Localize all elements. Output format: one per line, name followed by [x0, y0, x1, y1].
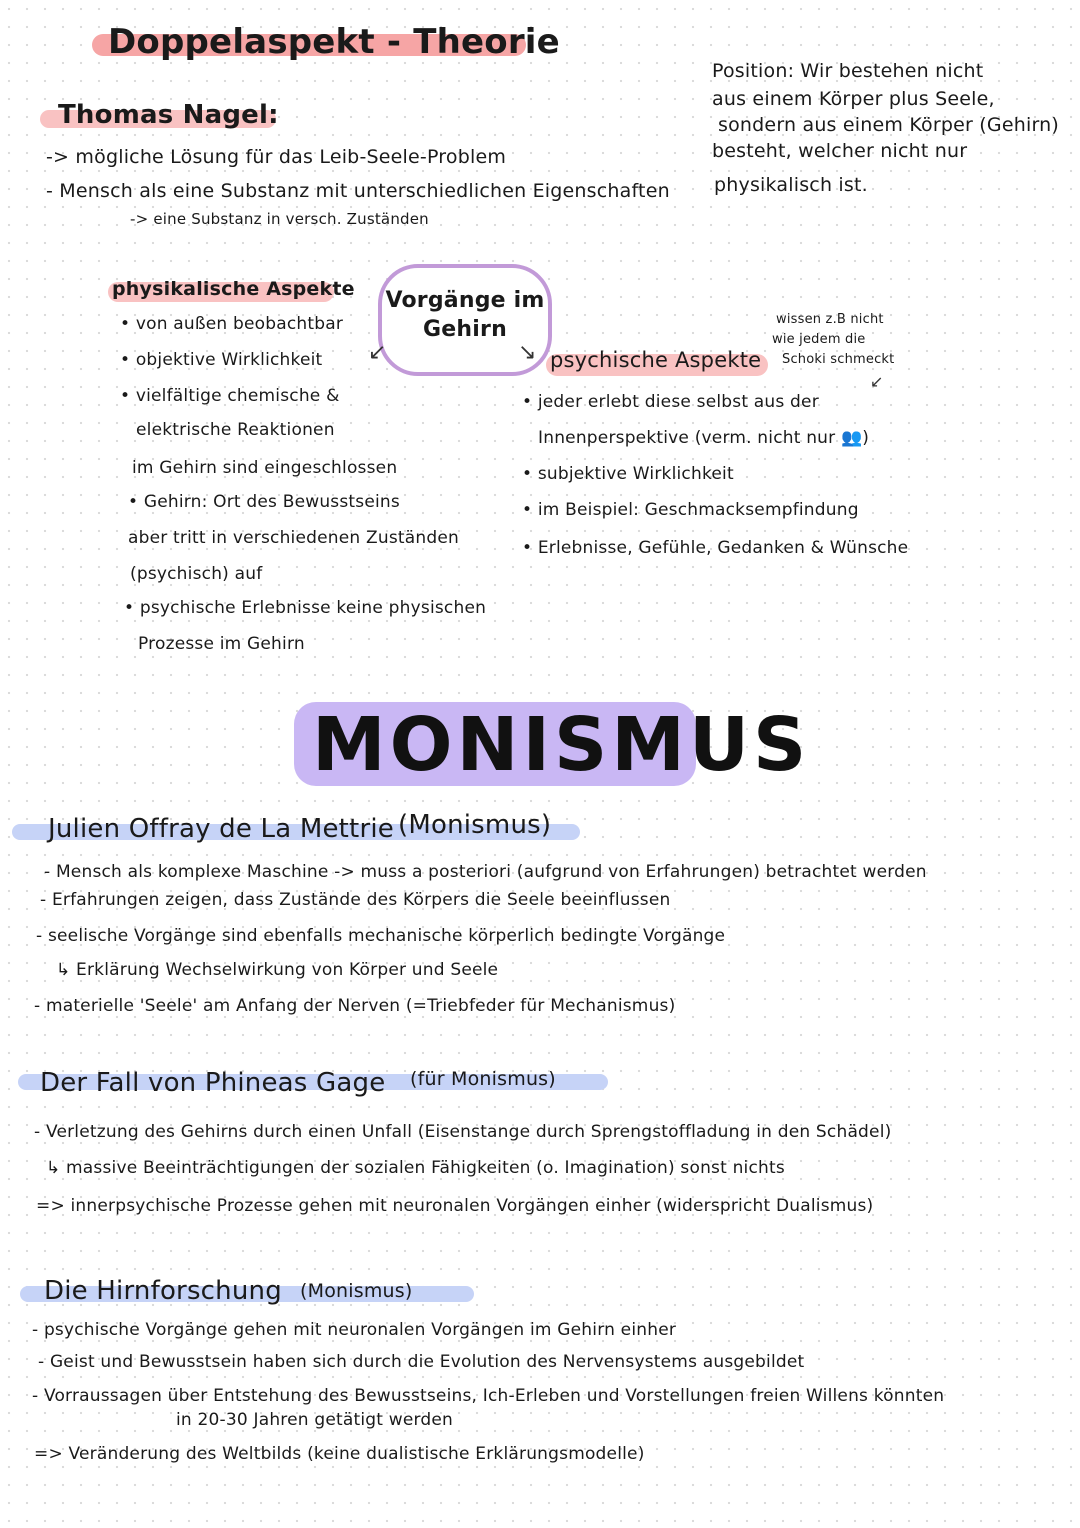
hirn-line-2: - Geist und Bewusstsein haben sich durch die Evolution des Nervensystems ausgebildet [38, 1352, 805, 1372]
psychic-item-3: • subjektive Wirklichkeit [522, 464, 734, 484]
psychic-note-2: wie jedem die [772, 332, 866, 347]
gage-line-1: - Verletzung des Gehirns durch einen Unfall (Eisenstange durch Sprengstoffladung in den Schädel) [34, 1122, 892, 1142]
hirn-line-1: - psychische Vorgänge gehen mit neuronalen Vorgängen im Gehirn einher [32, 1320, 677, 1340]
nagel-line-3: -> eine Substanz in versch. Zuständen [130, 210, 429, 228]
mettrie-heading: Julien Offray de La Mettrie [48, 814, 394, 844]
hirn-line-4: in 20-30 Jahren getätigt werden [176, 1410, 454, 1430]
physical-item-7: aber tritt in verschiedenen Zuständen [128, 528, 459, 548]
mettrie-line-3: - seelische Vorgänge sind ebenfalls mechanische körperlich bedingte Vorgänge [36, 926, 726, 946]
nagel-heading: Thomas Nagel: [58, 100, 279, 130]
page-title: Doppelaspekt - Theorie [108, 22, 560, 62]
arrow-right-icon: ↘ [518, 340, 537, 365]
physical-item-9: • psychische Erlebnisse keine physischen [124, 598, 487, 618]
position-line-3: sondern aus einem Körper (Gehirn) [718, 114, 1059, 136]
physical-item-3: • vielfältige chemische & [120, 386, 340, 406]
cloud-line-2: Gehirn [423, 317, 507, 342]
gage-tag: (für Monismus) [410, 1068, 556, 1090]
psychic-item-5: • Erlebnisse, Gefühle, Gedanken & Wünsche [522, 538, 909, 558]
physical-heading: physikalische Aspekte [112, 278, 355, 300]
physical-item-10: Prozesse im Gehirn [138, 634, 305, 654]
physical-item-8: (psychisch) auf [130, 564, 263, 584]
physical-item-4: elektrische Reaktionen [136, 420, 335, 440]
hirn-heading: Die Hirnforschung [44, 1276, 282, 1306]
mettrie-tag: (Monismus) [398, 810, 552, 840]
mettrie-line-1: - Mensch als komplexe Maschine -> muss a posteriori (aufgrund von Erfahrungen) betrachtet werden [44, 862, 927, 882]
physical-item-5: im Gehirn sind eingeschlossen [132, 458, 398, 478]
psychic-heading: psychische Aspekte [550, 348, 762, 372]
position-line-2: aus einem Körper plus Seele, [712, 88, 995, 110]
psychic-note-1: wissen z.B nicht [776, 312, 884, 327]
nagel-line-1: -> mögliche Lösung für das Leib-Seele-Problem [46, 146, 507, 168]
psychic-item-1: • jeder erlebt diese selbst aus der [522, 392, 819, 412]
mettrie-line-4: ↳ Erklärung Wechselwirkung von Körper und Seele [56, 960, 499, 980]
position-line-1: Position: Wir bestehen nicht [712, 60, 984, 82]
position-line-4: besteht, welcher nicht nur [712, 140, 968, 162]
gage-line-3: => innerpsychische Prozesse gehen mit neuronalen Vorgängen einher (widerspricht Dualismus) [36, 1196, 874, 1216]
physical-item-1: • von außen beobachtbar [120, 314, 344, 334]
nagel-line-2: - Mensch als eine Substanz mit unterschiedlichen Eigenschaften [46, 180, 670, 202]
psychic-item-4: • im Beispiel: Geschmacksempfindung [522, 500, 859, 520]
mettrie-line-2: - Erfahrungen zeigen, dass Zustände des Körpers die Seele beeinflussen [40, 890, 671, 910]
hirn-line-3: - Vorraussagen über Entstehung des Bewusstseins, Ich-Erleben und Vorstellungen freien Willens könnten [32, 1386, 945, 1406]
gage-heading: Der Fall von Phineas Gage [40, 1068, 386, 1098]
psychic-note-3: Schoki schmeckt [782, 352, 895, 367]
position-line-5: physikalisch ist. [714, 174, 868, 196]
physical-item-2: • objektive Wirklichkeit [120, 350, 323, 370]
psychic-item-2: Innenperspektive (verm. nicht nur 👥) [538, 428, 870, 448]
hirn-line-5: => Veränderung des Weltbilds (keine dualistische Erklärungsmodelle) [34, 1444, 645, 1464]
gage-line-2: ↳ massive Beeinträchtigungen der sozialen Fähigkeiten (o. Imagination) sonst nichts [46, 1158, 785, 1178]
physical-item-6: • Gehirn: Ort des Bewusstseins [128, 492, 400, 512]
mettrie-line-5: - materielle 'Seele' am Anfang der Nerven (=Triebfeder für Mechanismus) [34, 996, 676, 1016]
note-arrow-icon: ↙ [870, 372, 884, 391]
monismus-heading: MONISMUS [312, 702, 811, 788]
arrow-left-icon: ↙ [368, 340, 387, 365]
cloud-line-1: Vorgänge im [385, 288, 545, 313]
hirn-tag: (Monismus) [300, 1280, 413, 1302]
